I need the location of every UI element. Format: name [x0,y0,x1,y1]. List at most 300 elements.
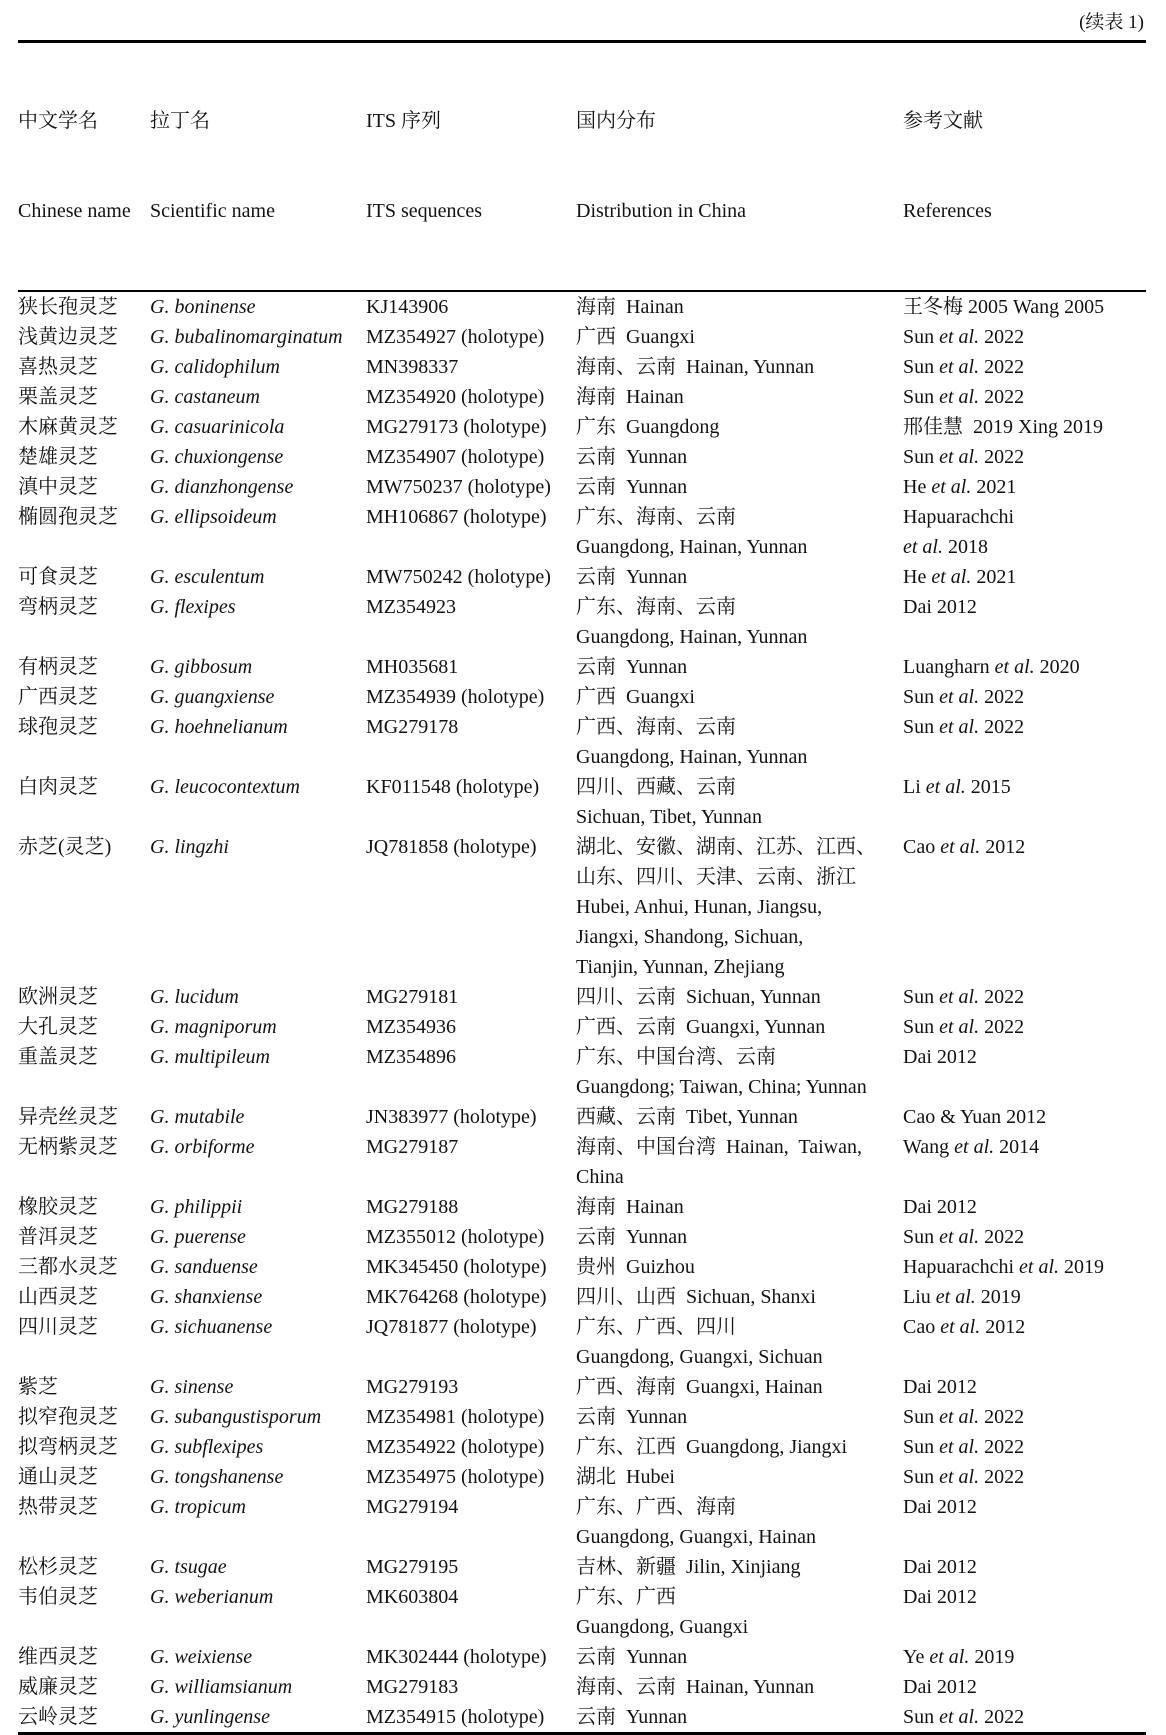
distribution-line: Guangdong, Hainan, Yunnan [576,626,808,648]
scientific-name-text: G. sinense [150,1376,234,1398]
cell-distribution [576,712,903,772]
reference-line: Dai 2012 [903,1556,977,1578]
cell-chinese-name [18,1042,150,1102]
table-row [18,1372,1146,1402]
cell-chinese-name [18,1462,150,1492]
reference-line: Dai 2012 [903,1046,977,1068]
its-sequence-text: MW750242 (holotype) [366,566,551,588]
cell-chinese-name [18,1012,150,1042]
reference-line: Liu et al. 2019 [903,1286,1021,1308]
cell-its-sequence [366,1012,576,1042]
distribution-line: Guangdong, Hainan, Yunnan [576,746,808,768]
table-row [18,1222,1146,1252]
reference-line: Sun et al. 2022 [903,986,1025,1008]
cell-chinese-name [18,712,150,772]
its-sequence-text: MZ354927 (holotype) [366,326,545,348]
cell-reference [903,1372,1146,1402]
table-row [18,772,1146,832]
distribution-line: 云南 Yunnan [576,1406,688,1428]
cell-distribution [576,322,903,352]
its-sequence-text: MG279188 [366,1196,459,1218]
scientific-name-text: G. esculentum [150,566,265,588]
cell-chinese-name [18,291,150,322]
table-row [18,1672,1146,1702]
header-row [18,42,1146,292]
header-scientific-name [150,42,366,292]
table-row [18,291,1146,322]
reference-line: Cao & Yuan 2012 [903,1106,1047,1128]
reference-line: Cao et al. 2012 [903,1316,1026,1338]
chinese-name-text: 四川灵芝 [18,1316,98,1338]
reference-line: He et al. 2021 [903,566,1017,588]
cell-scientific-name [150,1402,366,1432]
cell-scientific-name [150,472,366,502]
its-sequence-text: MZ354923 [366,596,456,618]
table-row [18,832,1146,982]
cell-distribution [576,1372,903,1402]
cell-chinese-name [18,562,150,592]
its-sequence-text: MG279181 [366,986,459,1008]
reference-line: He et al. 2021 [903,476,1017,498]
chinese-name-text: 白肉灵芝 [18,776,98,798]
its-sequence-text: MK302444 (holotype) [366,1646,547,1668]
chinese-name-text: 山西灵芝 [18,1286,98,1308]
cell-scientific-name [150,291,366,322]
scientific-name-text: G. tongshanense [150,1466,284,1488]
scientific-name-text: G. boninense [150,296,256,318]
cell-reference [903,1672,1146,1702]
cell-scientific-name [150,1492,366,1552]
its-sequence-text: MZ354920 (holotype) [366,386,545,408]
cell-its-sequence [366,682,576,712]
reference-line: Sun et al. 2022 [903,1706,1025,1728]
cell-distribution [576,652,903,682]
scientific-name-text: G. tropicum [150,1496,246,1518]
distribution-line: 西藏、云南 Tibet, Yunnan [576,1106,798,1128]
reference-line: 王冬梅 2005 Wang 2005 [903,296,1105,318]
distribution-line: 广东、广西、四川 [576,1316,736,1338]
table-row [18,682,1146,712]
reference-line: 邢佳慧 2019 Xing 2019 [903,416,1103,438]
header-distribution-en: Distribution in China [576,200,746,222]
scientific-name-text: G. williamsianum [150,1676,293,1698]
scientific-name-text: G. bubalinomarginatum [150,326,343,348]
its-sequence-text: MN398337 [366,356,459,378]
reference-line: Luangharn et al. 2020 [903,656,1080,678]
distribution-line: 海南、云南 Hainan, Yunnan [576,1676,815,1698]
header-references-en: References [903,200,992,222]
cell-reference [903,412,1146,442]
cell-reference [903,1402,1146,1432]
cell-its-sequence [366,592,576,652]
cell-chinese-name [18,442,150,472]
cell-distribution [576,1192,903,1222]
cell-reference [903,1192,1146,1222]
cell-scientific-name [150,1192,366,1222]
cell-reference [903,772,1146,832]
its-sequence-text: KJ143906 [366,296,449,318]
cell-its-sequence [366,652,576,682]
its-sequence-text: MZ354936 [366,1016,456,1038]
its-sequence-text: MH035681 [366,656,459,678]
cell-its-sequence [366,412,576,442]
chinese-name-text: 通山灵芝 [18,1466,98,1488]
scientific-name-text: G. yunlingense [150,1706,270,1728]
cell-scientific-name [150,382,366,412]
table-row [18,1552,1146,1582]
cell-chinese-name [18,592,150,652]
cell-distribution [576,1222,903,1252]
cell-reference [903,1222,1146,1252]
table-row [18,1432,1146,1462]
cell-reference [903,502,1146,562]
cell-its-sequence [366,1582,576,1642]
cell-distribution [576,1252,903,1282]
distribution-line: 云南 Yunnan [576,1646,688,1668]
cell-reference [903,1642,1146,1672]
reference-line: Sun et al. 2022 [903,356,1025,378]
its-sequence-text: MG279193 [366,1376,459,1398]
cell-its-sequence [366,712,576,772]
cell-chinese-name [18,832,150,982]
reference-line: Sun et al. 2022 [903,326,1025,348]
distribution-line: 四川、山西 Sichuan, Shanxi [576,1286,816,1308]
scientific-name-text: G. sanduense [150,1256,258,1278]
cell-scientific-name [150,712,366,772]
its-sequence-text: MZ354907 (holotype) [366,446,545,468]
distribution-line: 贵州 Guizhou [576,1256,695,1278]
scientific-name-text: G. gibbosum [150,656,253,678]
distribution-line: Hubei, Anhui, Hunan, Jiangsu, [576,896,823,918]
scientific-name-text: G. puerense [150,1226,246,1248]
cell-reference [903,1552,1146,1582]
scientific-name-text: G. dianzhongense [150,476,294,498]
cell-its-sequence [366,502,576,562]
scientific-name-text: G. calidophilum [150,356,280,378]
cell-scientific-name [150,1132,366,1192]
cell-its-sequence [366,832,576,982]
cell-reference [903,562,1146,592]
distribution-line: 广东 Guangdong [576,416,720,438]
reference-line: Cao et al. 2012 [903,836,1026,858]
distribution-line: 海南 Hainan [576,1196,684,1218]
cell-its-sequence [366,1432,576,1462]
cell-scientific-name [150,1012,366,1042]
distribution-line: Guangdong, Guangxi, Sichuan [576,1346,823,1368]
cell-distribution [576,442,903,472]
chinese-name-text: 喜热灵芝 [18,356,98,378]
reference-line: Dai 2012 [903,1586,977,1608]
cell-its-sequence [366,1042,576,1102]
distribution-line: Guangdong, Guangxi, Hainan [576,1526,816,1548]
cell-its-sequence [366,1192,576,1222]
cell-its-sequence [366,472,576,502]
cell-chinese-name [18,1702,150,1734]
distribution-line: 云南 Yunnan [576,566,688,588]
cell-distribution [576,1102,903,1132]
header-scientific-name-en: Scientific name [150,200,275,222]
cell-its-sequence [366,1132,576,1192]
cell-scientific-name [150,592,366,652]
its-sequence-text: MG279187 [366,1136,459,1158]
cell-distribution [576,1012,903,1042]
cell-its-sequence [366,382,576,412]
cell-distribution [576,682,903,712]
scientific-name-text: G. lucidum [150,986,239,1008]
distribution-line: 云南 Yunnan [576,656,688,678]
table-continuation-label: (续表 1) [1079,12,1144,33]
header-scientific-name-zh: 拉丁名 [150,110,210,132]
table-row [18,382,1146,412]
reference-line: Dai 2012 [903,596,977,618]
cell-chinese-name [18,1312,150,1372]
table-row [18,1642,1146,1672]
cell-distribution [576,832,903,982]
cell-distribution [576,1282,903,1312]
cell-its-sequence [366,1702,576,1734]
its-sequence-text: MK764268 (holotype) [366,1286,547,1308]
cell-distribution [576,412,903,442]
distribution-line: 广东、广西 [576,1586,676,1608]
chinese-name-text: 橡胶灵芝 [18,1196,98,1218]
table-row [18,1102,1146,1132]
reference-line: Sun et al. 2022 [903,386,1025,408]
cell-chinese-name [18,1672,150,1702]
cell-scientific-name [150,1222,366,1252]
its-sequence-text: MZ354981 (holotype) [366,1406,545,1428]
distribution-line: 四川、云南 Sichuan, Yunnan [576,986,821,1008]
cell-reference [903,1312,1146,1372]
scientific-name-text: G. weberianum [150,1586,274,1608]
cell-reference [903,1012,1146,1042]
cell-chinese-name [18,1102,150,1132]
its-sequence-text: MZ355012 (holotype) [366,1226,545,1248]
distribution-line: 海南 Hainan [576,386,684,408]
header-distribution-zh: 国内分布 [576,110,656,132]
cell-distribution [576,1402,903,1432]
chinese-name-text: 拟窄孢灵芝 [18,1406,118,1428]
chinese-name-text: 拟弯柄灵芝 [18,1436,118,1458]
cell-its-sequence [366,1222,576,1252]
table-row [18,1492,1146,1552]
its-sequence-text: MK603804 [366,1586,459,1608]
reference-line: et al. 2018 [903,536,988,558]
cell-distribution [576,1552,903,1582]
chinese-name-text: 有柄灵芝 [18,656,98,678]
reference-line: Dai 2012 [903,1376,977,1398]
distribution-line: 云南 Yunnan [576,446,688,468]
cell-scientific-name [150,1462,366,1492]
chinese-name-text: 楚雄灵芝 [18,446,98,468]
scientific-name-text: G. lingzhi [150,836,229,858]
table-row [18,1462,1146,1492]
cell-scientific-name [150,1372,366,1402]
cell-distribution [576,1132,903,1192]
cell-reference [903,682,1146,712]
cell-its-sequence [366,1312,576,1372]
scientific-name-text: G. philippii [150,1196,243,1218]
chinese-name-text: 弯柄灵芝 [18,596,98,618]
chinese-name-text: 热带灵芝 [18,1496,98,1518]
scientific-name-text: G. orbiforme [150,1136,255,1158]
cell-chinese-name [18,1642,150,1672]
cell-reference [903,1702,1146,1734]
cell-chinese-name [18,1492,150,1552]
its-sequence-text: MZ354915 (holotype) [366,1706,545,1728]
cell-chinese-name [18,1192,150,1222]
distribution-line: 广西、海南、云南 [576,716,736,738]
cell-scientific-name [150,562,366,592]
chinese-name-text: 无柄紫灵芝 [18,1136,118,1158]
cell-reference [903,352,1146,382]
cell-chinese-name [18,1552,150,1582]
cell-its-sequence [366,1282,576,1312]
chinese-name-text: 浅黄边灵芝 [18,326,118,348]
cell-distribution [576,1672,903,1702]
table-row [18,712,1146,772]
chinese-name-text: 椭圆孢灵芝 [18,506,118,528]
cell-scientific-name [150,772,366,832]
cell-reference [903,592,1146,652]
cell-chinese-name [18,322,150,352]
reference-line: Li et al. 2015 [903,776,1011,798]
table-row [18,1012,1146,1042]
distribution-line: Guangdong, Hainan, Yunnan [576,536,808,558]
scientific-name-text: G. subangustisporum [150,1406,322,1428]
cell-its-sequence [366,1552,576,1582]
header-its-sequences-en: ITS sequences [366,200,483,222]
cell-chinese-name [18,682,150,712]
scientific-name-text: G. hoehnelianum [150,716,288,738]
its-sequence-text: JN383977 (holotype) [366,1106,537,1128]
chinese-name-text: 可食灵芝 [18,566,98,588]
its-sequence-text: MG279173 (holotype) [366,416,547,438]
distribution-line: 山东、四川、天津、云南、浙江 [576,866,856,888]
scientific-name-text: G. chuxiongense [150,446,284,468]
cell-scientific-name [150,982,366,1012]
header-chinese-name-zh: 中文学名 [18,110,98,132]
cell-reference [903,1582,1146,1642]
chinese-name-text: 三都水灵芝 [18,1256,118,1278]
cell-scientific-name [150,412,366,442]
distribution-line: 四川、西藏、云南 [576,776,736,798]
table-row [18,1702,1146,1734]
reference-line: Hapuarachchi [903,506,1015,528]
distribution-line: 广西 Guangxi [576,686,695,708]
table-row [18,472,1146,502]
cell-distribution [576,1582,903,1642]
chinese-name-text: 韦伯灵芝 [18,1586,98,1608]
distribution-line: 湖北、安徽、湖南、江苏、江西、 [576,836,876,858]
scientific-name-text: G. ellipsoideum [150,506,277,528]
chinese-name-text: 欧洲灵芝 [18,986,98,1008]
distribution-line: 广东、中国台湾、云南 [576,1046,776,1068]
reference-line: Sun et al. 2022 [903,1436,1025,1458]
cell-distribution [576,1432,903,1462]
scientific-name-text: G. guangxiense [150,686,275,708]
cell-chinese-name [18,652,150,682]
its-sequence-text: MH106867 (holotype) [366,506,547,528]
cell-scientific-name [150,1552,366,1582]
header-distribution [576,42,903,292]
cell-reference [903,382,1146,412]
cell-its-sequence [366,1642,576,1672]
its-sequence-text: KF011548 (holotype) [366,776,540,798]
cell-reference [903,982,1146,1012]
its-sequence-text: MZ354939 (holotype) [366,686,545,708]
cell-reference [903,712,1146,772]
its-sequence-text: MG279194 [366,1496,459,1518]
reference-line: Sun et al. 2022 [903,1406,1025,1428]
cell-its-sequence [366,1462,576,1492]
cell-scientific-name [150,442,366,472]
cell-chinese-name [18,982,150,1012]
cell-scientific-name [150,1252,366,1282]
cell-scientific-name [150,322,366,352]
distribution-line: 海南 Hainan [576,296,684,318]
cell-scientific-name [150,1312,366,1372]
chinese-name-text: 异壳丝灵芝 [18,1106,118,1128]
cell-reference [903,1252,1146,1282]
distribution-line: 湖北 Hubei [576,1466,675,1488]
cell-distribution [576,772,903,832]
distribution-line: 广西、云南 Guangxi, Yunnan [576,1016,826,1038]
header-chinese-name-en: Chinese name [18,200,131,222]
cell-distribution [576,352,903,382]
scientific-name-text: G. multipileum [150,1046,270,1068]
distribution-line: China [576,1166,624,1188]
header-references-zh: 参考文献 [903,110,983,132]
table-row [18,412,1146,442]
reference-line: Dai 2012 [903,1196,977,1218]
cell-scientific-name [150,1432,366,1462]
table-row [18,322,1146,352]
distribution-line: 云南 Yunnan [576,476,688,498]
scientific-name-text: G. sichuanense [150,1316,273,1338]
distribution-line: 广西、海南 Guangxi, Hainan [576,1376,823,1398]
table-row [18,1312,1146,1372]
cell-its-sequence [366,352,576,382]
cell-scientific-name [150,352,366,382]
cell-distribution [576,472,903,502]
cell-its-sequence [366,1672,576,1702]
its-sequence-text: MK345450 (holotype) [366,1256,547,1278]
chinese-name-text: 广西灵芝 [18,686,98,708]
cell-reference [903,1432,1146,1462]
table-row [18,592,1146,652]
cell-its-sequence [366,982,576,1012]
distribution-line: 广东、海南、云南 [576,596,736,618]
cell-distribution [576,1702,903,1734]
its-sequence-text: MG279183 [366,1676,459,1698]
cell-reference [903,291,1146,322]
cell-distribution [576,1042,903,1102]
header-chinese-name [18,42,150,292]
distribution-line: 广东、海南、云南 [576,506,736,528]
its-sequence-text: MZ354896 [366,1046,456,1068]
cell-chinese-name [18,1402,150,1432]
distribution-line: Tianjin, Yunnan, Zhejiang [576,956,785,978]
scientific-name-text: G. casuarinicola [150,416,285,438]
cell-distribution [576,982,903,1012]
cell-reference [903,832,1146,982]
cell-reference [903,1132,1146,1192]
distribution-line: Guangdong, Guangxi [576,1616,749,1638]
reference-line: Dai 2012 [903,1496,977,1518]
chinese-name-text: 普洱灵芝 [18,1226,98,1248]
cell-reference [903,652,1146,682]
table-row [18,982,1146,1012]
